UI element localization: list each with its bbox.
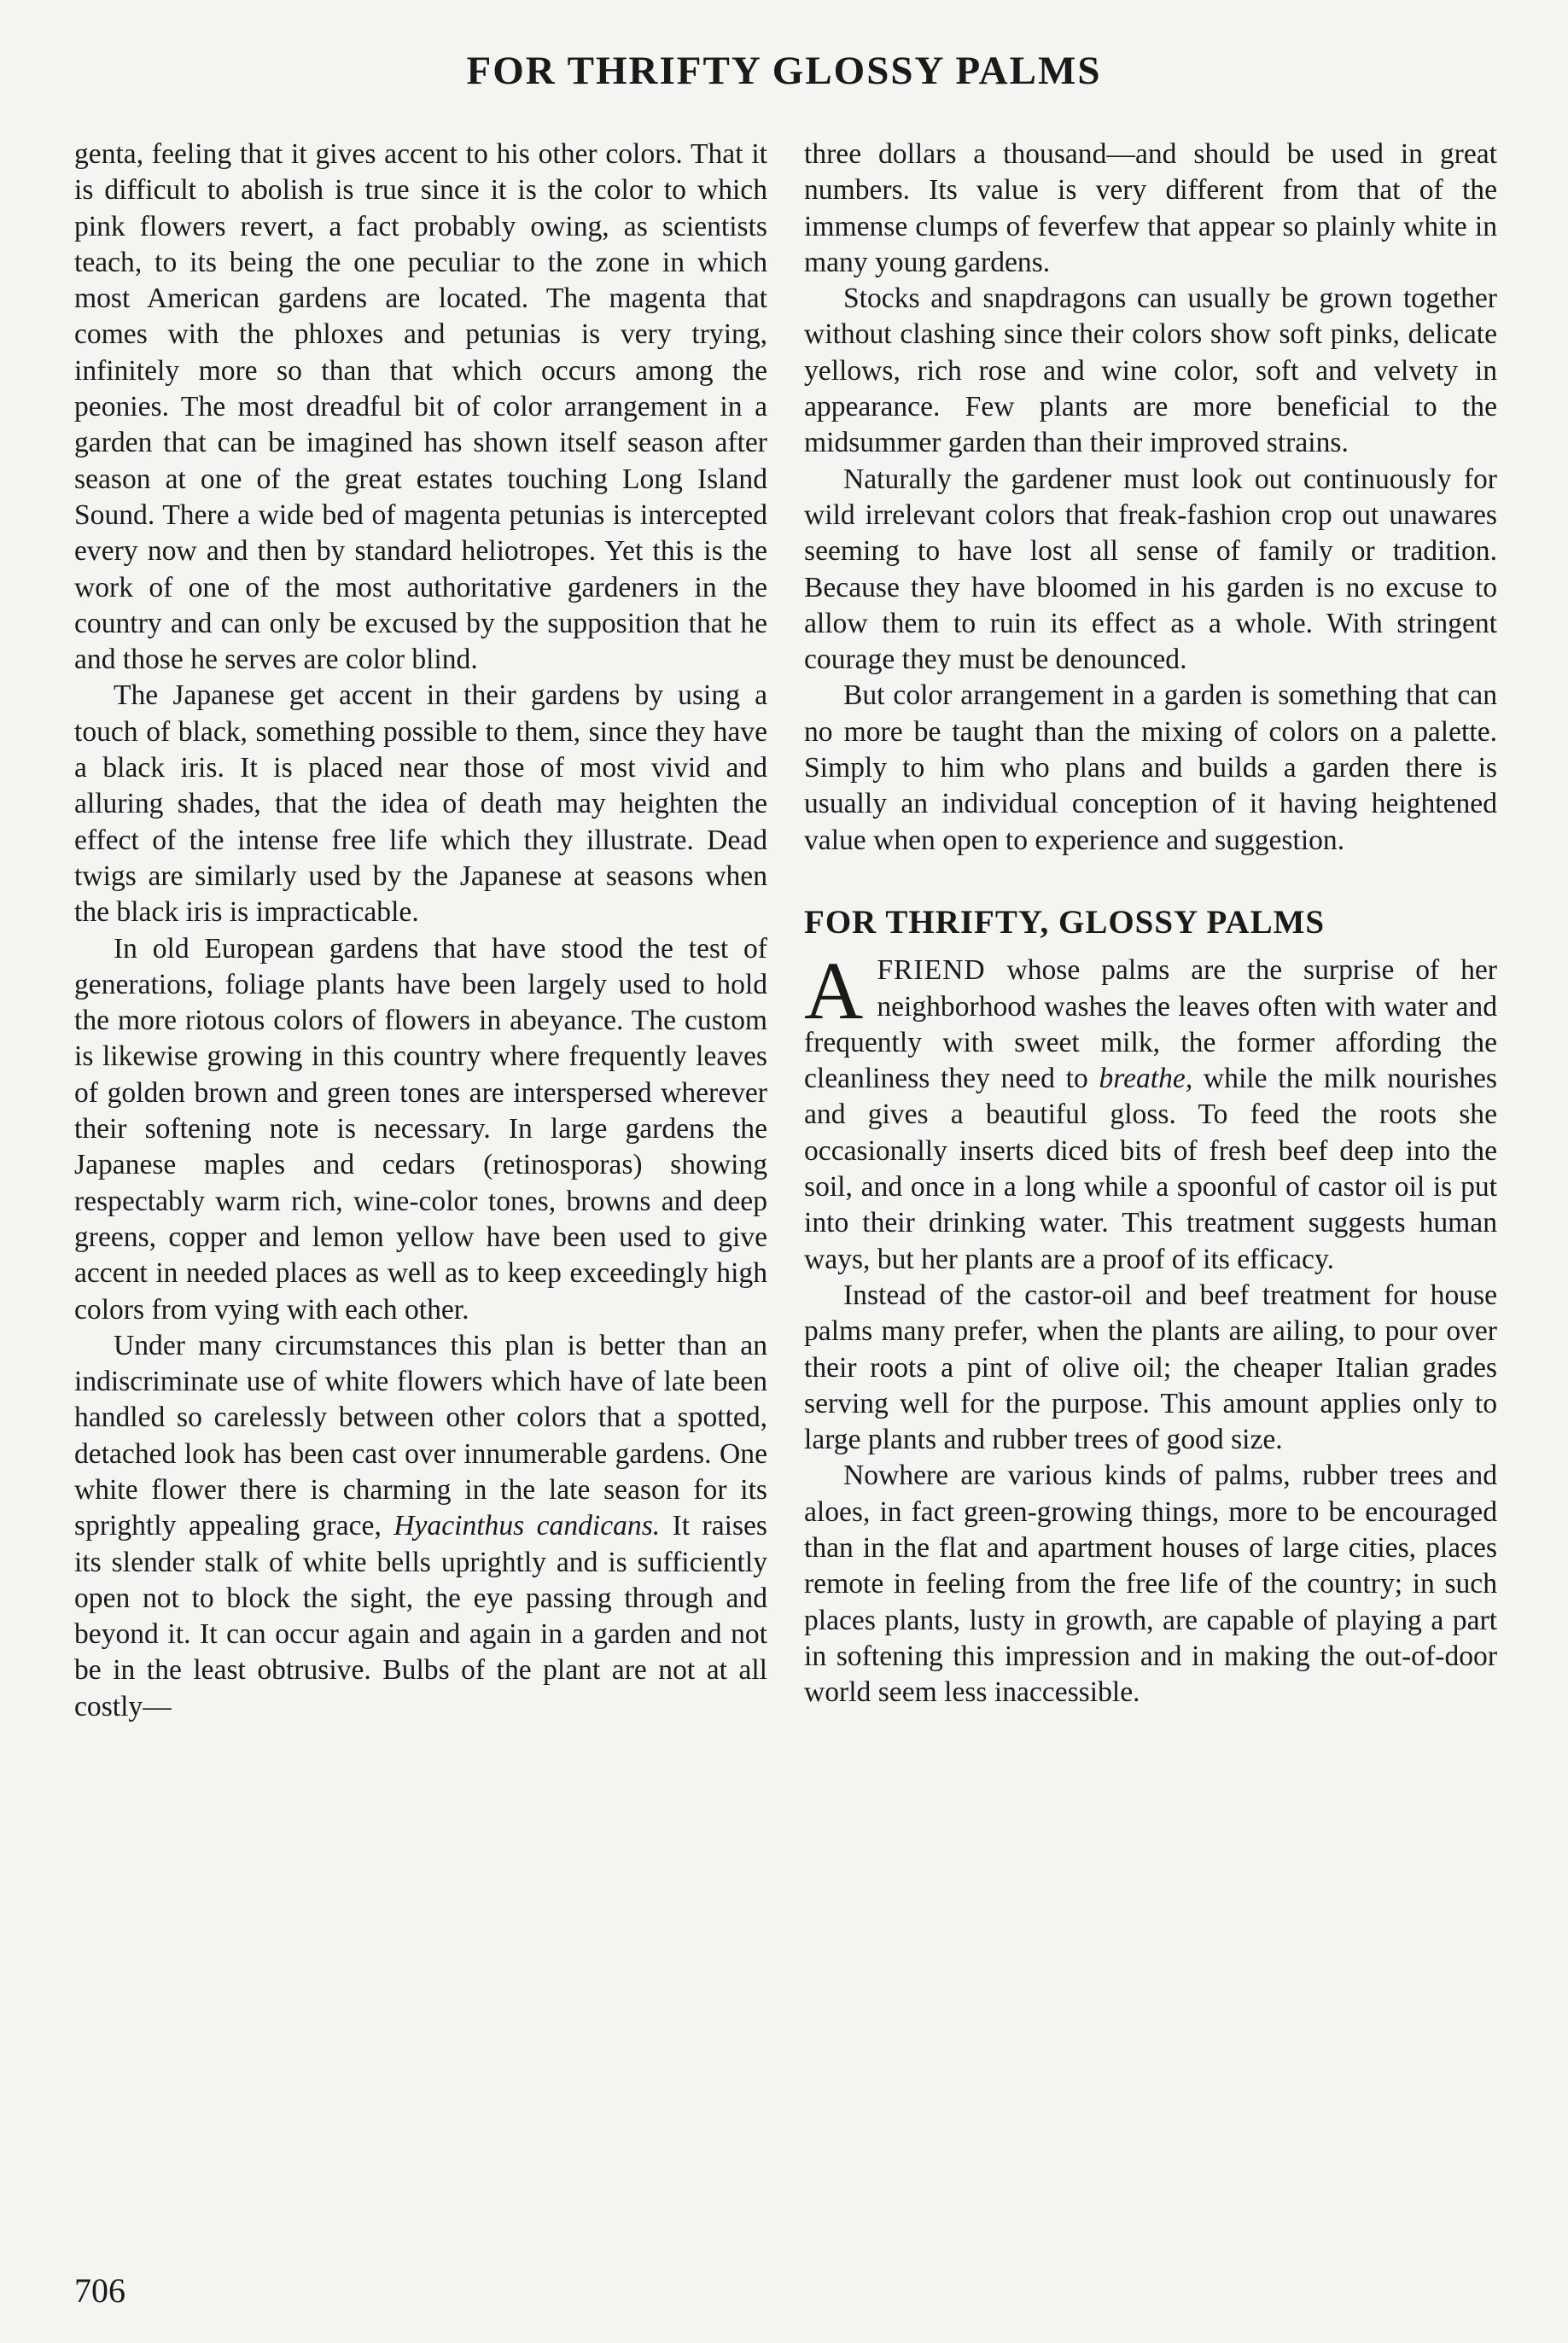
paragraph bbox=[74, 1328, 767, 1725]
page-number: 706 bbox=[74, 2271, 125, 2310]
paragraph bbox=[804, 945, 1497, 1278]
paragraph: But color arrangement in a garden is something that can no more be taught than the mixing of colors on a palette. Simply to him who plans and builds a garden there is usually an individual conception of it having heightened value when open to experience and suggestion. bbox=[804, 679, 1497, 856]
text-run: whose palms are the surprise of her neighborhood washes the leaves often with water and frequently with sweet milk, the former affording the cleanliness they need to bbox=[804, 954, 1497, 1095]
italic-text: Hyacinthus candicans. bbox=[393, 1510, 661, 1542]
text-run: Under many circumstances this plan is better than an indiscriminate use of white flowers which have of late been handled so carelessly between other colors that a spotted, detached look has been cast over innumerable gardens. One white flower there is charming in the late season for its sprightly appealing grace, bbox=[74, 1329, 767, 1542]
paragraph: Stocks and snapdragons can usually be grown together without clashing since their colors show soft pinks, delicate yellows, rich rose and wine color, soft and velvety in appearance. Few plants are more beneficial to the midsummer garden than their improved strains. bbox=[804, 283, 1497, 459]
paragraph: In old European gardens that have stood the test of generations, foliage plants have been largely used to hold the more riotous colors of flowers in abeyance. The custom is likewise growing in this country where frequently leaves of golden brown and green tones are interspersed wherever their softening note is necessary. In large gardens the Japanese maples and cedars (retinosporas) showing respectably warm rich, wine-color tones, browns and deep greens, copper and lemon yellow have been used to give accent in needed places as well as to keep exceedingly high colors from vying with each other. bbox=[74, 932, 767, 1326]
section-heading: FOR THRIFTY, GLOSSY PALMS bbox=[804, 903, 1326, 941]
text-run: It raises its slender stalk of white bells uprightly and is sufficiently open not to block the sight, the eye passing through and beyond it. It can occur again and again in a garden and not be in the least obtrusive. Bulbs of the plant are not at all costly— bbox=[74, 1510, 767, 1722]
paragraph: genta, feeling that it gives accent to his other colors. That it is difficult to abolish is true since it is the color to which pink flowers revert, a fact probably owing, as scientists teach, to its being the one peculiar to the zone in which most American gardens are located. The magenta that comes with the phloxes and petunias is very trying, infinitely more so than that which occurs among the peonies. The most dreadful bit of color arrangement in a garden that can be imagined has shown itself season after season at one of the great estates touching Long Island Sound. There a wide bed of magenta petunias is intercepted every now and then by standard heliotropes. Yet this is the work of one of the most authoritative gardeners in the country and can only be excused by the supposition that he and those he serves are color blind. bbox=[74, 138, 767, 676]
paragraph: Nowhere are various kinds of palms, rubber trees and aloes, in fact green-growing things, more to be encouraged than in the flat and apartment houses of large cities, places remote in feeling from the free life of the country; in such places plants, lusty in growth, are capable of playing a part in softening this impression and in making the out-of-door world seem less inaccessible. bbox=[804, 1460, 1497, 1709]
text-run: while the milk nourishes and gives a beautiful gloss. To feed the roots she occasionally inserts diced bits of fresh beef deep into the soil, and once in a long while a spoonful of castor oil is put into their drinking water. This treatment suggests human ways, but her plants are a proof of its efficacy. bbox=[804, 1063, 1497, 1275]
small-caps-text: FRIEND bbox=[877, 954, 986, 987]
right-column bbox=[804, 137, 1497, 1711]
running-head: FOR THRIFTY GLOSSY PALMS bbox=[466, 49, 1102, 93]
paragraph: Naturally the gardener must look out continuously for wild irrelevant colors that freak-fashion crop out unawares seeming to have lost all sense of family or tradition. Because they have bloomed in his garden is no excuse to allow them to ruin its effect as a whole. With stringent courage they must be denounced. bbox=[804, 463, 1497, 676]
paragraph: three dollars a thousand—and should be used in great numbers. Its value is very different from that of the immense clumps of feverfew that appear so plainly white in many young gardens. bbox=[804, 138, 1497, 278]
italic-text: breathe, bbox=[1099, 1063, 1193, 1095]
paragraph: The Japanese get accent in their gardens by using a touch of black, something possible to them, since they have a black iris. It is placed near those of most vivid and alluring shades, that the idea of death may heighten the effect of the intense free life which they illustrate. Dead twigs are similarly used by the Japanese at seasons when the black iris is impracticable. bbox=[74, 679, 767, 929]
drop-cap: A bbox=[804, 945, 864, 1037]
left-column bbox=[74, 137, 767, 1725]
paragraph: Instead of the castor-oil and beef treatment for house palms many prefer, when the plants are ailing, to pour over their roots a pint of olive oil; the cheaper Italian grades serving well for the purpose. This amount applies only to large plants and rubber trees of good size. bbox=[804, 1279, 1497, 1456]
